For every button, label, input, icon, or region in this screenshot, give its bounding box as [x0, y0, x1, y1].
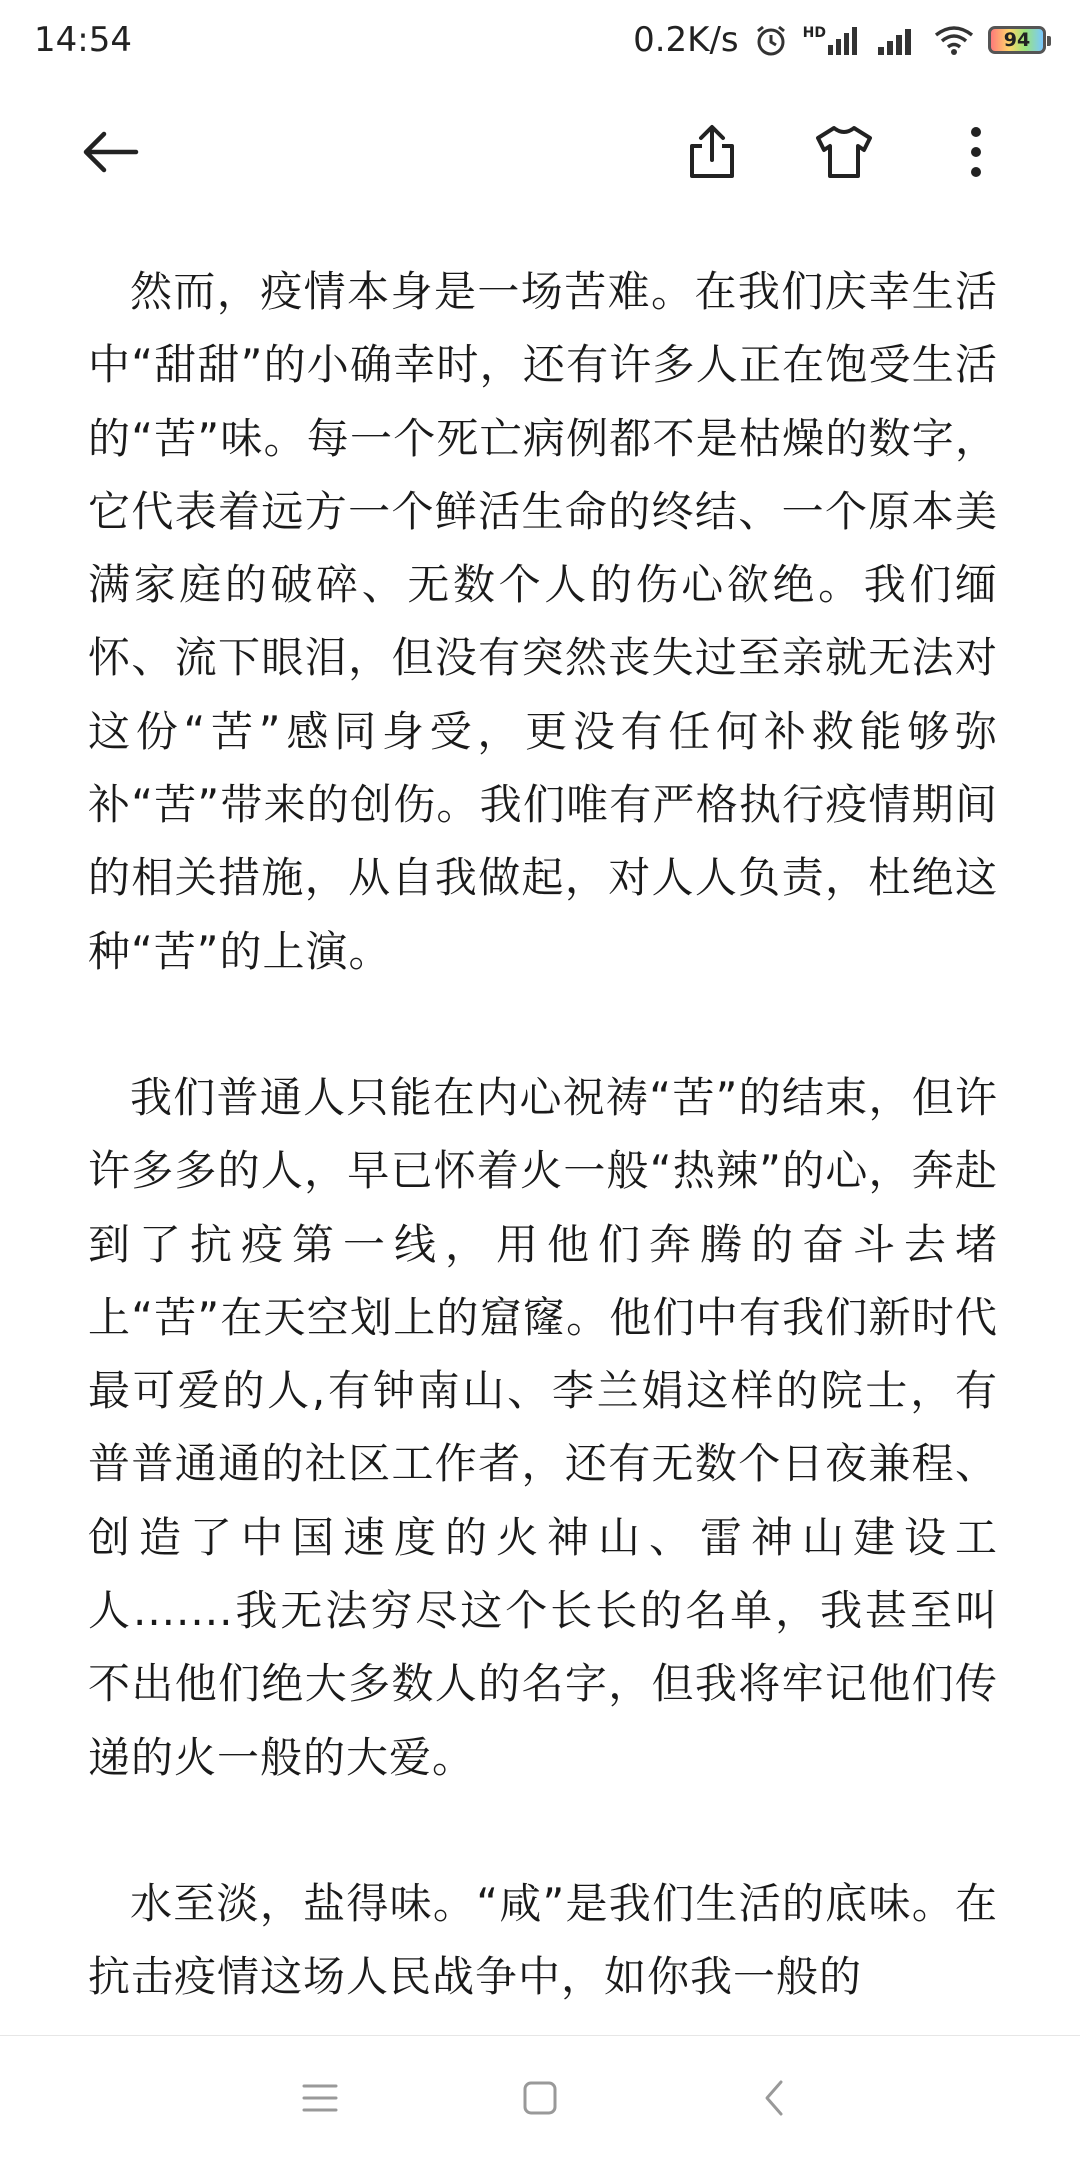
more-vertical-icon [966, 124, 986, 180]
status-time: 14:54 [34, 20, 132, 60]
home-square-icon [522, 2080, 558, 2116]
hd-signal-icon [803, 25, 862, 55]
more-button[interactable] [944, 120, 1008, 184]
battery-level: 94 [1003, 29, 1031, 51]
menu-icon [300, 2081, 340, 2115]
signal-icon [876, 25, 920, 55]
back-chevron-icon [759, 2078, 789, 2118]
article-paragraph: 然而，疫情本身是一场苦难。在我们庆幸生活中“甜甜”的小确幸时，还有许多人正在饱受生活的“苦”味。每一个死亡病例都不是枯燥的数字，它代表着远方一个鲜活生命的终结、一个原本美满家庭的破碎、无数个人的伤心欲绝。我们缅怀、流下眼泪，但没有突然丧失过至亲就无法对这份“苦”感同身受，更没有任何补救能够弥补“苦”带来的创伤。我们唯有严格执行疫情期间的相关措施，从自我做起，对人人负责，杜绝这种“苦”的上演。 [88, 267, 998, 976]
share-button[interactable] [680, 120, 744, 184]
tshirt-icon [812, 122, 876, 182]
reader-toolbar [0, 100, 1080, 200]
article-paragraph: 我们普通人只能在内心祝祷“苦”的结束，但许许多多的人，早已怀着火一般“热辣”的心，奔赴到了抗疫第一线，用他们奔腾的奋斗去堵上“苦”在天空划上的窟窿。他们中有我们新时代最可爱的人,有钟南山、李兰娟这样的院士，有普普通通的社区工作者，还有无数个日夜兼程、创造了中国速度的火神山、雷神山建设工人.......我无法穷尽这个长长的名单，我甚至叫不出他们绝大多数人的名字，但我将牢记他们传递的火一般的大爱。 [88, 1072, 998, 1782]
recent-apps-button[interactable] [298, 2076, 342, 2120]
nav-back-button[interactable] [752, 2076, 796, 2120]
back-button[interactable] [78, 120, 142, 184]
system-nav-bar [0, 2035, 1080, 2161]
status-bar [0, 0, 1080, 80]
arrow-left-icon [78, 120, 142, 184]
share-icon [682, 122, 742, 182]
home-button[interactable] [518, 2076, 562, 2120]
article-content [88, 255, 998, 2014]
article-paragraph: 水至淡，盐得味。“咸”是我们生活的底味。在抗击疫情这场人民战争中，如你我一般的 [88, 1878, 998, 2002]
wifi-icon [934, 25, 974, 55]
status-indicators [633, 20, 1046, 60]
alarm-icon [753, 22, 789, 58]
theme-button[interactable] [812, 120, 876, 184]
hd-label: HD [802, 25, 826, 41]
battery-icon [988, 26, 1046, 54]
net-speed: 0.2K/s [633, 20, 739, 60]
